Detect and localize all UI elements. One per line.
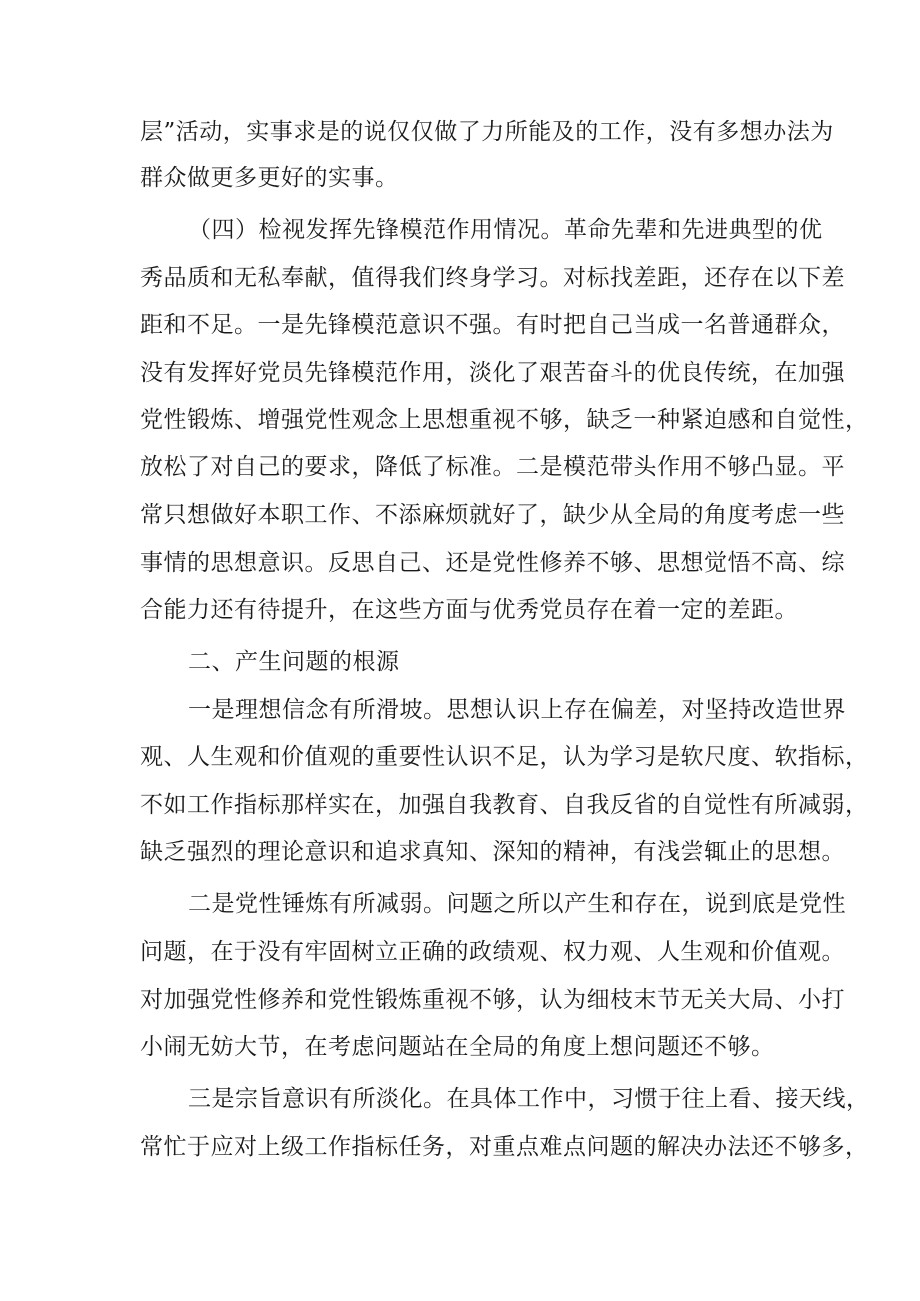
text-line-6: 没有发挥好党员先锋模范作用，淡化了艰苦奋斗的优良传统，在加强 — [140, 360, 845, 386]
text-line-4: 秀品质和无私奉献，值得我们终身学习。对标找差距，还存在以下差 — [140, 265, 845, 291]
text-line-21: 三是宗旨意识有所淡化。在具体工作中，习惯于往上看、接天线， — [188, 1086, 870, 1112]
text-line-18: 问题，在于没有牢固树立正确的政绩观、权力观、人生观和价值观。 — [140, 939, 845, 965]
text-line-14: 观、人生观和价值观的重要性认识不足，认为学习是软尺度、软指标， — [140, 744, 869, 770]
section-heading-4: （四）检视发挥先锋模范作用情况。革命先辈和先进典型的优 — [188, 217, 823, 243]
text-line-5: 距和不足。一是先锋模范意识不强。有时把自己当成一名普通群众， — [140, 312, 845, 338]
text-line-10: 事情的思想意识。反思自己、还是党性修养不够、思想觉悟不高、综 — [140, 550, 845, 576]
text-line-13: 一是理想信念有所滑坡。思想认识上存在偏差，对坚持改造世界 — [188, 697, 846, 723]
text-line-15: 不如工作指标那样实在，加强自我教育、自我反省的自觉性有所减弱， — [140, 792, 869, 818]
text-line-1: 层”活动，实事求是的说仅仅做了力所能及的工作，没有多想办法为 — [140, 119, 834, 145]
text-line-7: 党性锻炼、增强党性观念上思想重视不够，缺乏一种紧迫感和自觉性， — [140, 407, 869, 433]
text-line-17: 二是党性锤炼有所减弱。问题之所以产生和存在，说到底是党性 — [188, 891, 846, 917]
text-line-22: 常忙于应对上级工作指标任务，对重点难点问题的解决办法还不够多， — [140, 1134, 869, 1160]
text-line-8: 放松了对自己的要求，降低了标准。二是模范带头作用不够凸显。平 — [140, 454, 845, 480]
text-line-20: 小闹无妨大节，在考虑问题站在全局的角度上想问题还不够。 — [140, 1034, 775, 1060]
text-line-19: 对加强党性修养和党性锻炼重视不够，认为细枝末节无关大局、小打 — [140, 987, 845, 1013]
text-line-16: 缺乏强烈的理论意识和追求真知、深知的精神，有浅尝辄止的思想。 — [140, 839, 845, 865]
text-line-9: 常只想做好本职工作、不添麻烦就好了，缺少从全局的角度考虑一些 — [140, 502, 845, 528]
section-heading-2: 二、产生问题的根源 — [188, 649, 400, 675]
text-line-2: 群众做更多更好的实事。 — [140, 165, 399, 191]
text-line-11: 合能力还有待提升，在这些方面与优秀党员存在着一定的差距。 — [140, 597, 798, 623]
